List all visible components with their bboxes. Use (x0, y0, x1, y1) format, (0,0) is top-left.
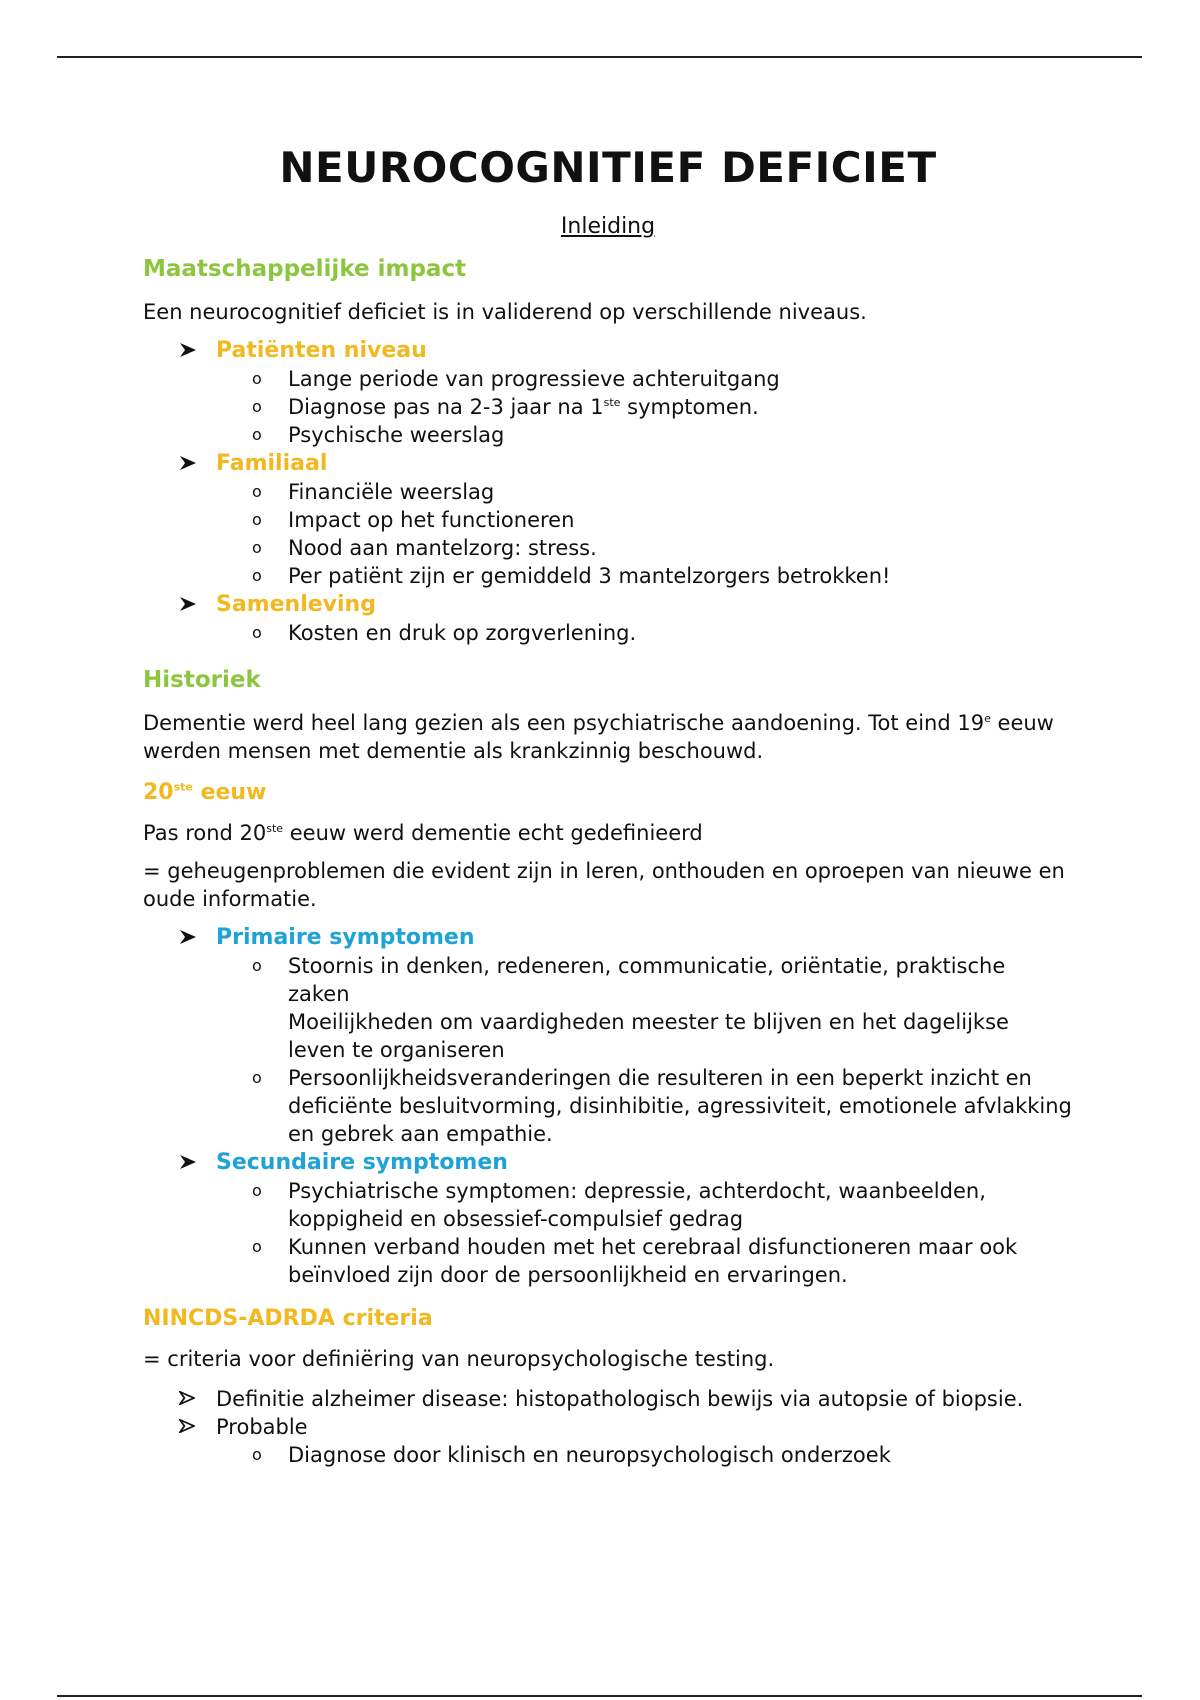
list-item: o Psychiatrische symptomen: depressie, achterdocht, waanbeelden, koppigheid en obsessief-compulsief gedrag (252, 1179, 986, 1231)
arrowhead-bullet-icon (179, 1385, 203, 1405)
list-item: o Psychische weerslag (252, 423, 505, 447)
list-item: o Diagnose pas na 2-3 jaar na 1ste symptomen. (252, 395, 759, 419)
list-item: o Stoornis in denken, redeneren, communicatie, oriëntatie, praktische zaken Moeilijkheden om vaardigheden meester te blijven en het dagelijkse leven te organiseren (252, 954, 1009, 1062)
paragraph: = geheugenproblemen die evident zijn in leren, onthouden en oproepen van nieuwe en oude informatie. (143, 859, 1065, 911)
arrowhead-bullet-icon (179, 1413, 203, 1433)
list-item: o Nood aan mantelzorg: stress. (252, 536, 597, 560)
circle-bullet-icon: o (252, 623, 262, 642)
criteria-list (143, 1385, 1073, 1469)
historiek-paragraph: Dementie werd heel lang gezien als een psychiatrische aandoening. Tot eind 19e eeuw werden mensen met dementie als krankzinnig beschouwd. (143, 711, 1054, 763)
section-intro: Een neurocognitief deficiet is in validerend op verschillende niveaus. (143, 300, 867, 324)
paragraph: Pas rond 20ste eeuw werd dementie echt gedefinieerd (143, 821, 703, 845)
circle-bullet-icon: o (252, 397, 262, 416)
arrowhead-bullet-icon (179, 1148, 203, 1170)
list-item (179, 923, 1073, 1148)
arrowhead-bullet-icon (179, 336, 203, 358)
circle-bullet-icon: o (252, 566, 262, 585)
arrowhead-bullet-icon (179, 923, 203, 945)
sub-list (216, 619, 1073, 647)
list-item: o Lange periode van progressieve achteruitgang (252, 367, 780, 391)
list-item (179, 1413, 1073, 1469)
footer-rule (57, 1695, 1142, 1697)
section-intro: = criteria voor definiëring van neuropsychologische testing. (143, 1347, 775, 1371)
list-item: o Persoonlijkheidsveranderingen die resulteren in een beperkt inzicht en deficiënte besluitvorming, disinhibitie, agressiviteit, emotionele afvlakking en gebrek aan empathie. (252, 1066, 1072, 1146)
impact-list (143, 336, 1073, 647)
criteria-text: Definitie alzheimer disease: histopathologisch bewijs via autopsie of biopsie. (216, 1387, 1024, 1411)
section-heading-maatschappelijke-impact: Maatschappelijke impact (143, 256, 467, 282)
list-item (179, 1148, 1073, 1289)
sub-list (216, 365, 1073, 449)
circle-bullet-icon: o (252, 956, 262, 975)
group-label: Primaire symptomen (216, 925, 475, 950)
circle-bullet-icon: o (252, 1068, 262, 1087)
group-label: Secundaire symptomen (216, 1150, 508, 1175)
group-label: Samenleving (216, 592, 376, 617)
page-subtitle: Inleiding (560, 214, 656, 239)
circle-bullet-icon: o (252, 1445, 262, 1464)
header-rule (57, 56, 1142, 58)
list-item: o Diagnose door klinisch en neuropsychologisch onderzoek (252, 1443, 891, 1467)
symptom-list (143, 923, 1073, 1289)
section-heading-20ste-eeuw: 20ste eeuw (143, 780, 267, 805)
group-label: Familiaal (216, 451, 328, 476)
sub-list (216, 1177, 1073, 1289)
criteria-text: Probable (216, 1415, 308, 1439)
circle-bullet-icon: o (252, 1237, 262, 1256)
document-body (143, 140, 1073, 1469)
section-heading-historiek: Historiek (143, 667, 261, 693)
arrowhead-bullet-icon (179, 590, 203, 612)
list-item (179, 590, 1073, 647)
list-item: o Kunnen verband houden met het cerebraal disfunctioneren maar ook beïnvloed zijn door de persoonlijkheid en ervaringen. (252, 1235, 1018, 1287)
sub-list (216, 1441, 1073, 1469)
list-item: o Financiële weerslag (252, 480, 495, 504)
circle-bullet-icon: o (252, 369, 262, 388)
list-item (179, 449, 1073, 590)
list-item (179, 1385, 1073, 1413)
list-item: o Kosten en druk op zorgverlening. (252, 621, 637, 645)
sub-list (216, 952, 1073, 1148)
section-heading-nincds-adrda: NINCDS-ADRDA criteria (143, 1306, 433, 1331)
list-item (179, 336, 1073, 449)
circle-bullet-icon: o (252, 1181, 262, 1200)
page-title: NEUROCOGNITIEF DEFICIET (279, 143, 937, 192)
group-label: Patiënten niveau (216, 338, 427, 363)
circle-bullet-icon: o (252, 425, 262, 444)
circle-bullet-icon: o (252, 510, 262, 529)
list-item: o Per patiënt zijn er gemiddeld 3 mantelzorgers betrokken! (252, 564, 891, 588)
sub-list (216, 478, 1073, 590)
list-item: o Impact op het functioneren (252, 508, 575, 532)
arrowhead-bullet-icon (179, 449, 203, 471)
circle-bullet-icon: o (252, 538, 262, 557)
circle-bullet-icon: o (252, 482, 262, 501)
